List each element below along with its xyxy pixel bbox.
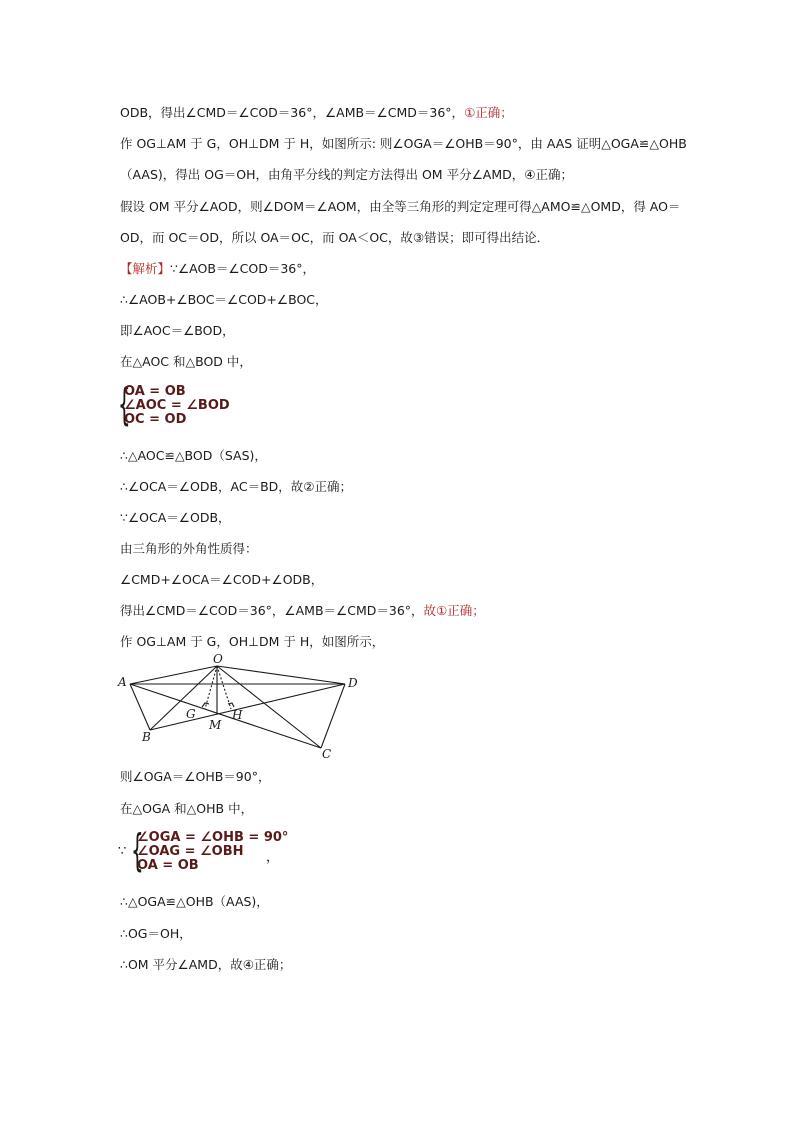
line-1-text: ODB，得出∠CMD＝∠COD＝36°，∠AMB＝∠CMD＝36°， bbox=[120, 105, 465, 120]
segment-CD bbox=[321, 684, 345, 748]
line-1-conclusion: ①正确； bbox=[464, 105, 513, 120]
text-line-21: ∴OM 平分∠AMD，故④正确； bbox=[120, 957, 292, 972]
system-2-trailing-comma: ， bbox=[266, 850, 280, 865]
line-15-text: 得出∠CMD＝∠COD＝36°，∠AMB＝∠CMD＝36°， bbox=[120, 603, 424, 618]
analysis-heading-line bbox=[120, 260, 315, 278]
label-B: B bbox=[142, 730, 151, 744]
text-line-9: 在△AOC 和△BOD 中， bbox=[120, 354, 252, 369]
text-line-11: ∴∠OCA＝∠ODB，AC＝BD，故②正确； bbox=[120, 479, 352, 494]
segment-AB bbox=[130, 684, 150, 730]
right-angle-H bbox=[228, 703, 234, 707]
equation-system-2 bbox=[131, 825, 289, 876]
system-2-row-1: ∠OGA = ∠OHB = 90° bbox=[137, 830, 289, 845]
right-angle-G bbox=[202, 703, 209, 707]
segment-AO bbox=[130, 666, 217, 684]
geometry-figure bbox=[110, 654, 370, 762]
text-line-2: 作 OG⊥AM 于 G，OH⊥DM 于 H，如图所示: 则∠OGA＝∠OHB＝90°，由 AAS 证明△OGA≌△OHB bbox=[120, 136, 687, 151]
text-line-7: ∴∠AOB+∠BOC＝∠COD+∠BOC， bbox=[120, 292, 328, 307]
label-H: H bbox=[232, 708, 243, 722]
system-1-row-2: ∠AOC = ∠BOD bbox=[124, 398, 230, 413]
text-line-18: 在△OGA 和△OHB 中， bbox=[120, 801, 254, 816]
line-15-conclusion: 故①正确； bbox=[423, 603, 485, 618]
text-line-15 bbox=[120, 602, 485, 620]
label-G: G bbox=[186, 707, 196, 721]
system-1-row-1: OA = OB bbox=[124, 384, 186, 399]
equation-system-1 bbox=[118, 379, 258, 430]
text-line-8: 即∠AOC＝∠BOD， bbox=[120, 323, 235, 338]
label-A: A bbox=[118, 675, 127, 689]
left-brace: { bbox=[118, 379, 131, 430]
text-line-13: 由三角形的外角性质得： bbox=[120, 541, 258, 556]
label-O: O bbox=[213, 654, 223, 666]
text-line-12: ∵∠OCA＝∠ODB， bbox=[120, 510, 231, 525]
text-line-14: ∠CMD+∠OCA＝∠COD+∠ODB， bbox=[120, 572, 324, 587]
system-2-row-3: OA = OB bbox=[137, 858, 199, 873]
label-D: D bbox=[348, 676, 358, 690]
because-symbol: ∵ bbox=[118, 844, 127, 859]
left-brace-2: { bbox=[131, 825, 144, 876]
label-C: C bbox=[322, 747, 332, 761]
text-line-1 bbox=[120, 104, 513, 122]
text-line-3: （AAS)，得出 OG＝OH，由角平分线的判定方法得出 OM 平分∠AMD，④正确； bbox=[120, 167, 573, 182]
system-1-row-3: OC = OD bbox=[124, 412, 187, 427]
text-line-20: ∴OG＝OH， bbox=[120, 926, 192, 941]
analysis-first-step: ∵∠AOB＝∠COD＝36°， bbox=[170, 261, 315, 276]
system-2-row-2: ∠OAG = ∠OBH bbox=[137, 844, 244, 859]
label-M: M bbox=[209, 718, 222, 732]
text-line-16: 作 OG⊥AM 于 G，OH⊥DM 于 H，如图所示， bbox=[120, 634, 385, 649]
text-line-5: OD，而 OC＝OD，所以 OA＝OC，而 OA＜OC，故③错误；即可得出结论． bbox=[120, 230, 550, 245]
segment-OH bbox=[217, 666, 231, 709]
segment-BO bbox=[150, 666, 217, 730]
text-line-19: ∴△OGA≌△OHB（AAS)， bbox=[120, 894, 269, 909]
text-line-10: ∴△AOC≌△BOD（SAS)， bbox=[120, 448, 267, 463]
text-line-17: 则∠OGA＝∠OHB＝90°， bbox=[120, 769, 271, 784]
analysis-label: 【解析】 bbox=[120, 261, 171, 276]
text-line-4: 假设 OM 平分∠AOD，则∠DOM＝∠AOM，由全等三角形的判定定理可得△AMO≌△OMD，得 AO＝ bbox=[120, 199, 681, 214]
